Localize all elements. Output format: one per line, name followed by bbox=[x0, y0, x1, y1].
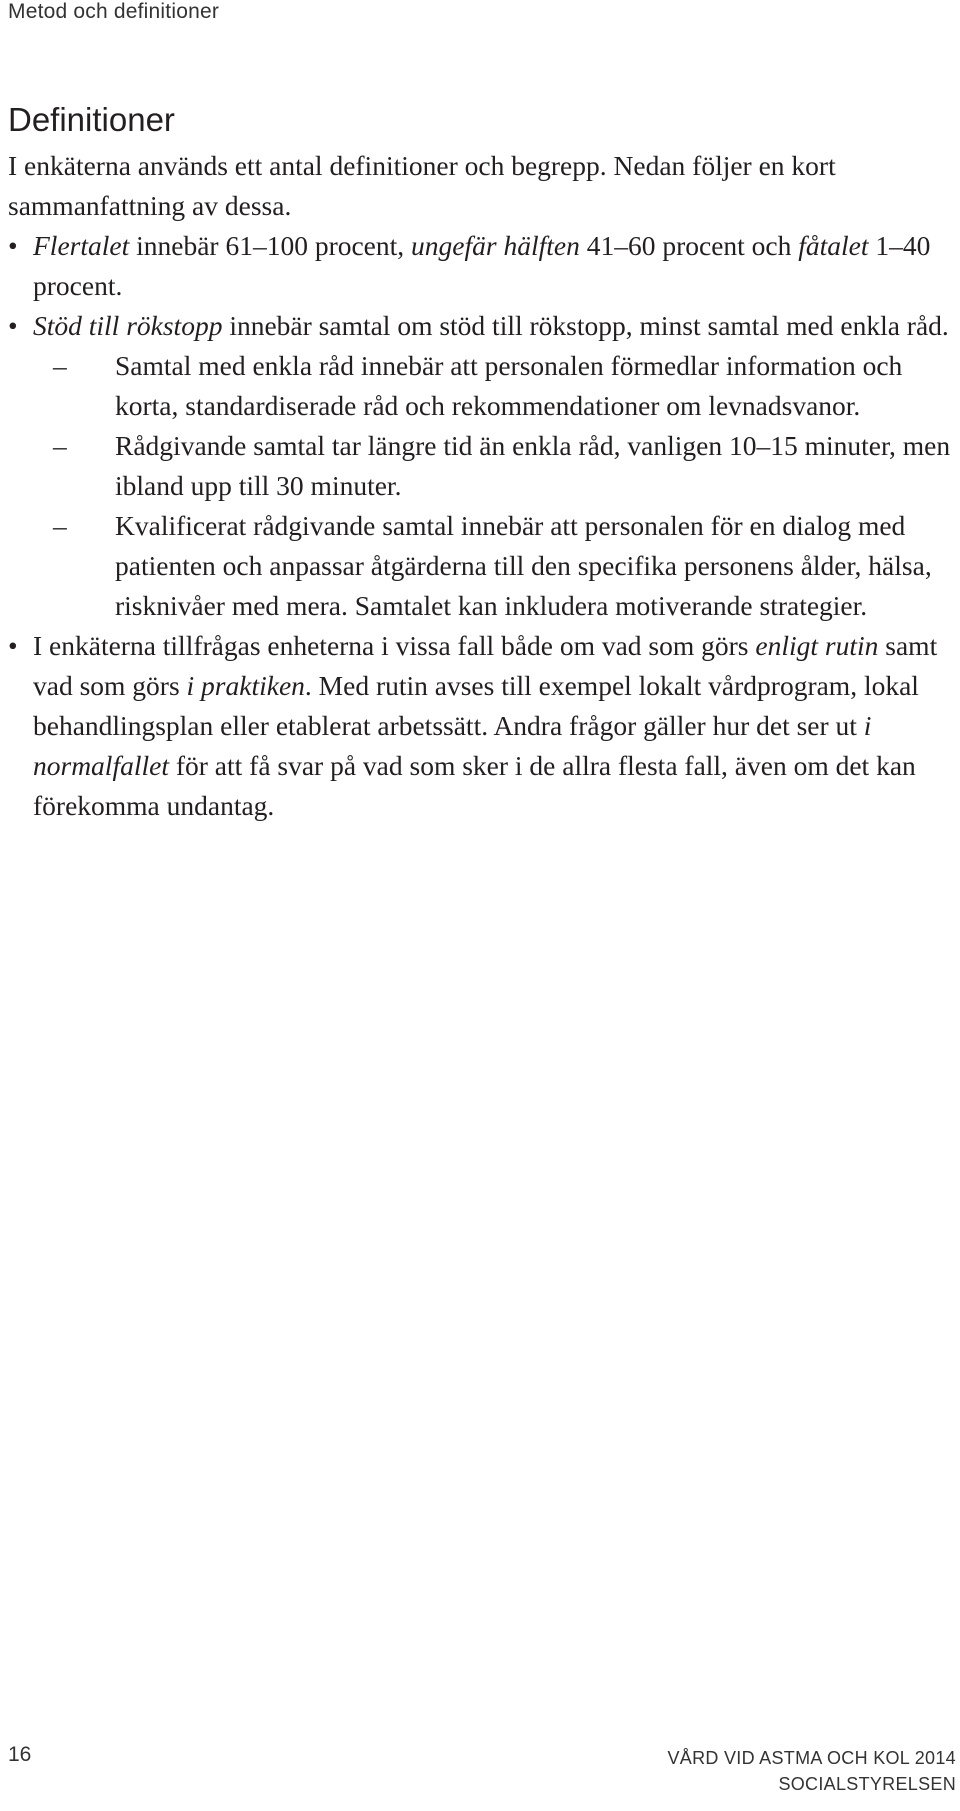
publication-title: VÅRD VID ASTMA OCH KOL 2014 bbox=[667, 1748, 956, 1768]
intro-paragraph: I enkäterna används ett antal definitioner och begrepp. Nedan följer en kort sammanfattning av dessa. bbox=[8, 150, 836, 221]
sub-item-text: Kvalificerat rådgivande samtal innebär att personalen för en dialog med patienten och anpassar åtgärderna till den specifika personens ålder, hälsa, risknivåer med mera. Samtalet kan inkludera motiverande strategier. bbox=[115, 510, 932, 621]
definition-text: innebär samtal om stöd till rökstopp, minst samtal med enkla råd. bbox=[222, 310, 949, 341]
publisher-name: SOCIALSTYRELSEN bbox=[778, 1774, 956, 1794]
definition-item-quantities bbox=[8, 226, 953, 306]
term-i-praktiken: i praktiken bbox=[186, 670, 305, 701]
definition-text: 41–60 procent och bbox=[579, 230, 799, 261]
definition-text: för att få svar på vad som sker i de allra flesta fall, även om det kan förekomma undantag. bbox=[33, 750, 916, 821]
definition-text: innebär 61–100 procent, bbox=[129, 230, 412, 261]
sub-item-text: Rådgivande samtal tar längre tid än enkla råd, vanligen 10–15 minuter, men ibland upp till 30 minuter. bbox=[115, 430, 951, 501]
definition-list-continued bbox=[8, 626, 953, 826]
definition-list bbox=[8, 226, 953, 346]
running-header: Metod och definitioner bbox=[8, 0, 220, 23]
sub-item-kvalificerat-samtal bbox=[8, 506, 953, 626]
definition-text: I enkäterna tillfrågas enheterna i vissa fall både om vad som görs bbox=[33, 630, 756, 661]
bullet-icon: • bbox=[8, 230, 18, 261]
sub-item-enkla-rad bbox=[8, 346, 953, 426]
term-fatalet: fåtalet bbox=[798, 230, 869, 261]
footer-publication bbox=[667, 1745, 956, 1797]
body-text bbox=[8, 146, 953, 826]
term-i-normalfallet: i normalfallet bbox=[33, 710, 872, 781]
dash-icon: – bbox=[53, 350, 67, 381]
bullet-icon: • bbox=[8, 630, 18, 661]
section-heading: Definitioner bbox=[8, 101, 175, 138]
sub-item-radgivande-samtal bbox=[8, 426, 953, 506]
definition-text: . Med rutin avses till exempel lokalt vårdprogram, lokal behandlingsplan eller etablerat arbetssätt. Andra frågor gäller hur det ser ut bbox=[33, 670, 919, 741]
term-enligt-rutin: enligt rutin bbox=[755, 630, 879, 661]
term-flertalet: Flertalet bbox=[33, 230, 130, 261]
definition-text: 1–40 procent. bbox=[33, 230, 931, 301]
definition-text: samt vad som görs bbox=[33, 630, 938, 701]
dash-icon: – bbox=[53, 430, 67, 461]
bullet-icon: • bbox=[8, 310, 18, 341]
term-ungefar-halften: ungefär hälften bbox=[411, 230, 580, 261]
main-content bbox=[8, 98, 953, 826]
sub-definition-list bbox=[8, 346, 953, 626]
dash-icon: – bbox=[53, 510, 67, 541]
page-number: 16 bbox=[8, 1743, 32, 1766]
term-stod-till-rokstopp: Stöd till rökstopp bbox=[33, 310, 223, 341]
sub-item-text: Samtal med enkla råd innebär att personalen förmedlar information och korta, standardiserade råd och rekommendationer om levnadsvanor. bbox=[115, 350, 903, 421]
definition-item-rutin bbox=[8, 626, 953, 826]
definition-item-rokstopp bbox=[8, 306, 953, 346]
